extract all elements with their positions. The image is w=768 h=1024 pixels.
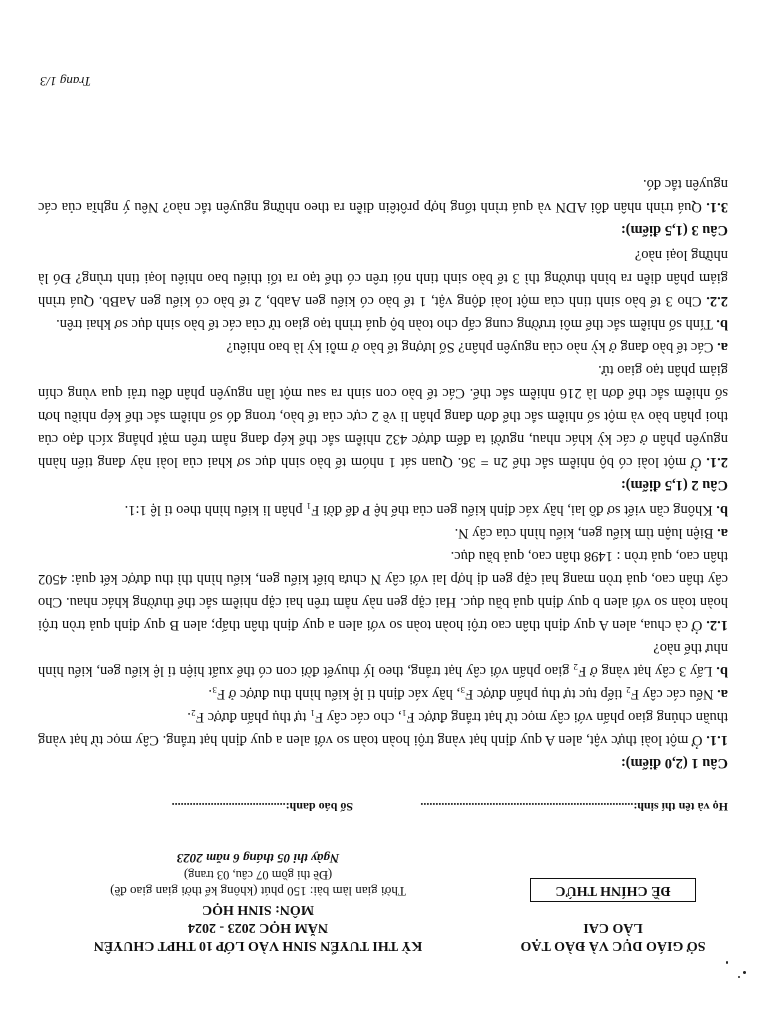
subject: MÔN: SINH HỌC [202,902,314,917]
scan-speck [738,976,740,978]
candidate-name-label: Họ và tên thí sinh:....................................................................... [420,800,728,814]
question-2-title: Câu 2 (1,5 điểm): [620,477,728,493]
question-1-2-b [38,498,728,521]
issuer-block [498,878,728,954]
sub-label: a. [717,525,728,541]
item-text: Quá trình nhân đôi ADN và quá trình tổng hợp prôtêin diễn ra theo những nguyên tắc nào? Nêu ý nghĩa của các nguyên tắc đó. [38,176,728,215]
page-count-info: (Đề thi gồm 07 câu, 03 trang) [183,868,333,882]
duration: Thời gian làm bài: 150 phút (không kể thời gian giao đề) [110,884,406,899]
question-2-1-b [38,312,728,335]
item-text: Cho 3 tế bào sinh tinh của một loài động vật, 1 tế bào có kiểu gen Aabb, 2 tế bào có kiểu gen AaBb. Quá trình giảm phân diễn ra bình thường thì 3 tế bào sinh tinh nói trên có thể tạo ra tối thiểu bao nhiêu loại tinh trùng? Đó là những loại nào? [38,247,728,309]
exam-content [38,172,728,776]
exam-title: KỲ THI TUYỂN SINH VÀO LỚP 10 THPT CHUYÊN [93,938,423,953]
item-number: 1.2. [706,617,728,633]
sub-label: b. [716,316,728,332]
item-number: 1.1. [706,732,728,748]
question-3-1 [38,172,728,218]
sub-text: Tính số nhiễm sắc thể môi trường cung cấp cho toàn bộ quá trình tạo giao tử của các tế bào sinh dục sơ khai trên. [56,316,717,332]
question-1-1 [38,705,728,751]
question-3-title: Câu 3 (1,5 điểm): [620,222,728,238]
item-number: 2.1. [706,454,728,470]
sub-text: Nếu các cây F₂ tiếp tục tự thụ phấn được F₃, hãy xác định tỉ lệ kiểu hình thu được ở F₃. [208,686,718,702]
question-1-2-a [38,521,728,544]
question-1-title: Câu 1 (2,0 điểm): [620,755,728,771]
exam-info-block [38,849,478,954]
scan-speck [743,971,746,974]
candidate-id-label: Số báo danh:...................................... [171,800,353,814]
item-number: 3.1. [706,199,728,215]
sub-text: Biện luận tìm kiểu gen, kiểu hình của cây N. [454,525,718,541]
scan-speck [726,961,728,964]
exam-header [38,824,728,954]
sub-label: a. [717,339,728,355]
province-name: LÀO CAI [583,920,643,935]
school-year: NĂM HỌC 2023 - 2024 [188,920,328,935]
item-text: Ở một loài thực vật, alen A quy định hạt vàng trội hoàn toàn so với alen a quy định hạt trắng. Cây mọc từ hạt vàng thuần chủng giao phấn với cây mọc từ hạt trắng được F₁, cho các cây F₁ tự thụ phấn được F₂. [38,709,728,748]
item-text: Ở một loài có bộ nhiễm sắc thể 2n = 36. Quan sát 1 nhóm tế bào sinh dục sơ khai của loài này đang tiến hành nguyên phân ở các kỳ khác nhau, người ta đếm được 432 nhiễm sắc thể kép đang nằm trên mặt phẳng xích đạo của thoi phân bào và một số nhiễm sắc thể đơn đang phân li về 2 cực của tế bào, trong đó số nhiễm sắc thể kép nhiều hơn số nhiễm sắc thể đơn là 216 nhiễm sắc thể. Các tế bào con sinh ra sau một lần nguyên phân đều trải qua vùng chín giảm phân tạo giao tử. [38,362,728,470]
question-2-1 [38,358,728,473]
sub-text: Các tế bào đang ở kỳ nào của nguyên phân? Số lượng tế bào ở mỗi kỳ là bao nhiêu? [226,339,718,355]
question-2-2 [38,243,728,312]
question-1-1-b [38,636,728,682]
official-stamp: ĐỀ CHÍNH THỨC [530,878,695,902]
department-name: SỞ GIÁO DỤC VÀ ĐÀO TẠO [520,938,706,953]
sub-label: b. [716,502,728,518]
sub-text: Lấy 3 cây hạt vàng ở F₂ giao phấn với cây hạt trắng, theo lý thuyết đời con có thể xuất hiện tỉ lệ kiểu gen, kiểu hình như thế nào? [38,640,728,679]
question-2-1-a [38,335,728,358]
exam-date: Ngày thi 05 tháng 6 năm 2023 [176,851,340,866]
candidate-info [38,798,728,816]
sub-label: a. [717,686,728,702]
question-1-1-a [38,682,728,705]
page-number: Trang 1/3 [40,74,91,89]
question-1-2 [38,544,728,636]
item-text: Ở cà chua, alen A quy định thân cao trội hoàn toàn so với alen a quy định thân thấp; alen B quy định quả tròn trội hoàn toàn so với alen b quy định quả bầu dục. Hai cặp gen này nằm trên hai cặp nhiễm sắc thể thường khác nhau. Cho cây thân cao, quả tròn mang hai cặp gen dị hợp lai với cây N chưa biết kiểu gen, kiểu hình thì thu được kết quả: 4502 thân cao, quả tròn : 1498 thân cao, quả bầu dục. [38,548,728,633]
sub-text: Không cần viết sơ đồ lai, hãy xác định kiểu gen của thế hệ P để đời F₁ phân li kiểu hình theo tỉ lệ 1:1. [124,502,717,518]
item-number: 2.2. [706,293,728,309]
sub-label: b. [716,663,728,679]
